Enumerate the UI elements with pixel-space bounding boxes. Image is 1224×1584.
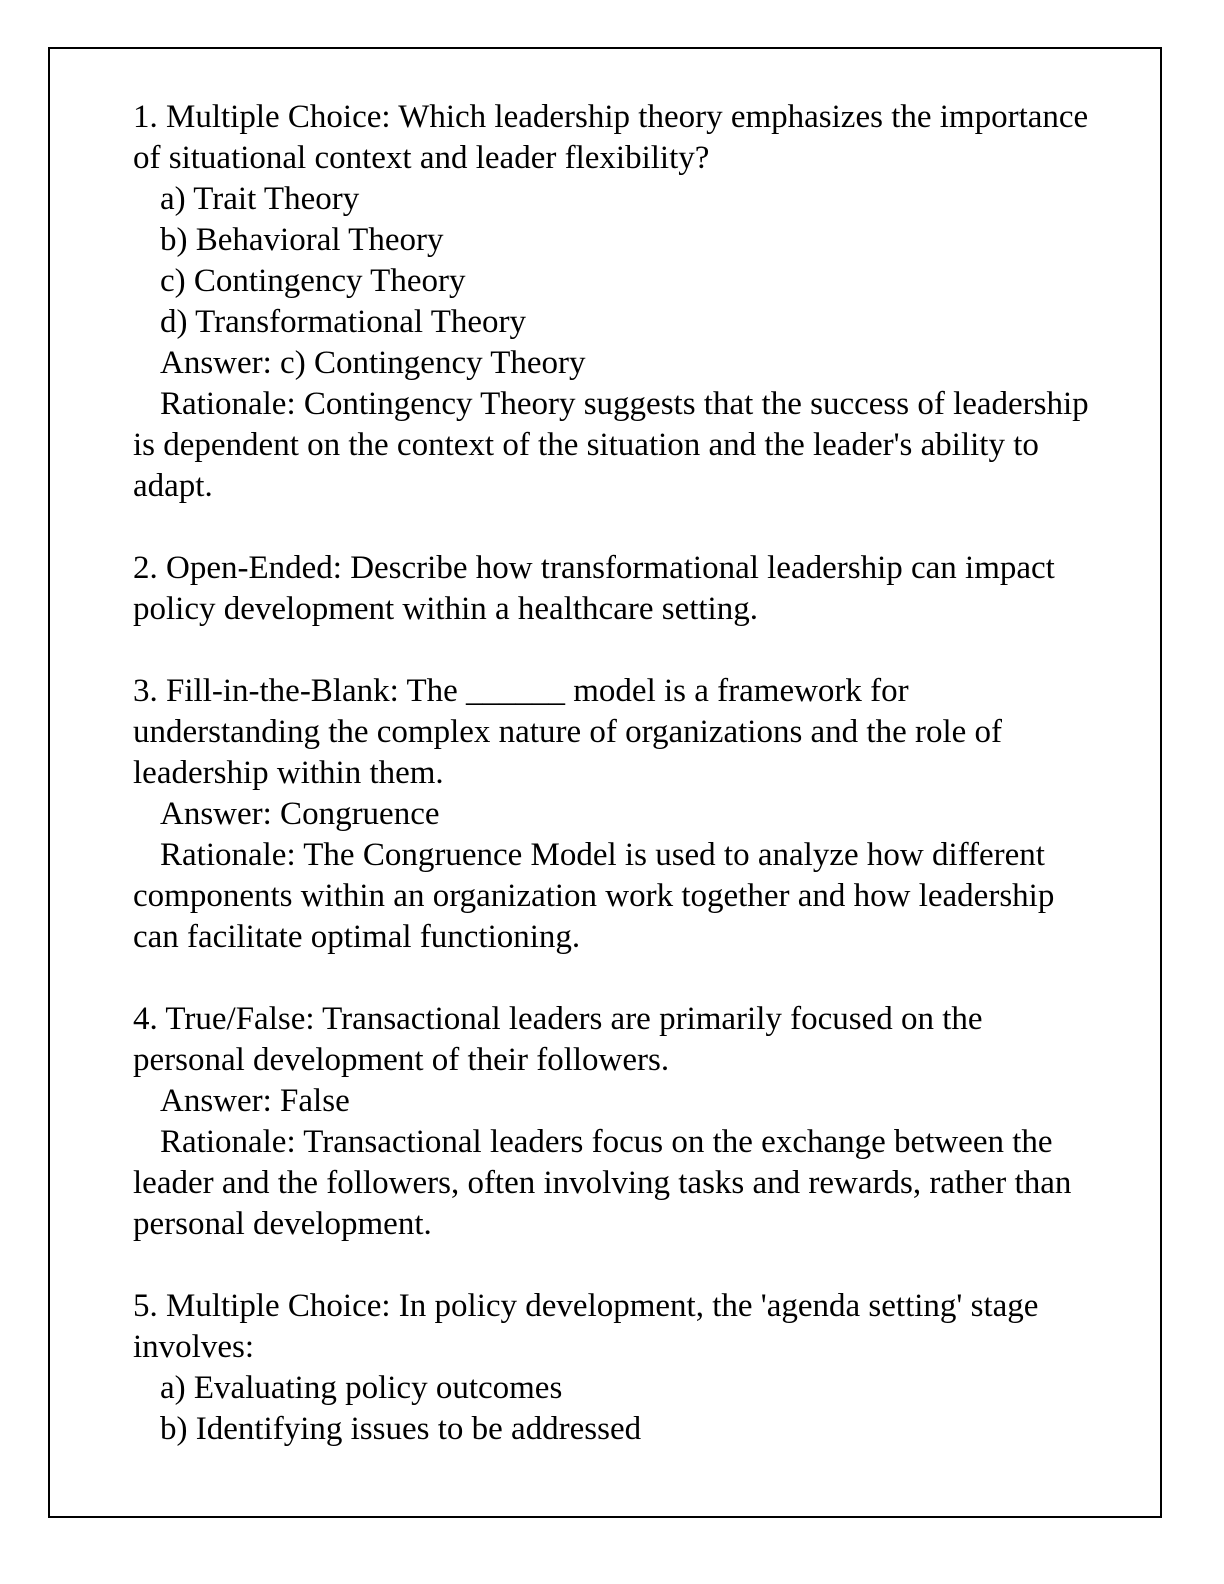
question-2 [133, 548, 1093, 630]
question-5-option-a: a) Evaluating policy outcomes [160, 1370, 563, 1406]
question-1-rationale: Rationale: Contingency Theory suggests that the success of leadership is dependent on the context of the situation and the leader's ability to adapt. [133, 386, 1089, 504]
question-4-answer: Answer: False [160, 1083, 350, 1119]
question-3 [133, 671, 1093, 958]
question-5-option-b: b) Identifying issues to be addressed [160, 1411, 642, 1447]
question-3-answer: Answer: Congruence [160, 796, 440, 832]
question-4-text: 4. True/False: Transactional leaders are primarily focused on the personal development of their followers. [133, 1001, 983, 1078]
question-list [133, 97, 1093, 1450]
question-1 [133, 97, 1093, 507]
question-1-option-d: d) Transformational Theory [160, 304, 527, 340]
question-3-text: 3. Fill-in-the-Blank: The ______ model is a framework for understanding the complex nature of organizations and the role of leadership within them. [133, 673, 1003, 791]
question-4 [133, 999, 1093, 1245]
question-5-text: 5. Multiple Choice: In policy development, the 'agenda setting' stage involves: [133, 1288, 1039, 1365]
question-2-text: 2. Open-Ended: Describe how transformational leadership can impact policy development within a healthcare setting. [133, 550, 1055, 627]
question-5 [133, 1286, 1093, 1450]
question-3-rationale: Rationale: The Congruence Model is used to analyze how different components within an organization work together and how leadership can facilitate optimal functioning. [133, 837, 1055, 955]
question-1-text: 1. Multiple Choice: Which leadership theory emphasizes the importance of situational context and leader flexibility? [133, 99, 1089, 176]
question-1-option-b: b) Behavioral Theory [160, 222, 444, 258]
question-1-option-a: a) Trait Theory [160, 181, 360, 217]
question-4-rationale: Rationale: Transactional leaders focus on the exchange between the leader and the followers, often involving tasks and rewards, rather than personal development. [133, 1124, 1072, 1242]
question-1-answer: Answer: c) Contingency Theory [160, 345, 586, 381]
question-1-option-c: c) Contingency Theory [160, 263, 466, 299]
